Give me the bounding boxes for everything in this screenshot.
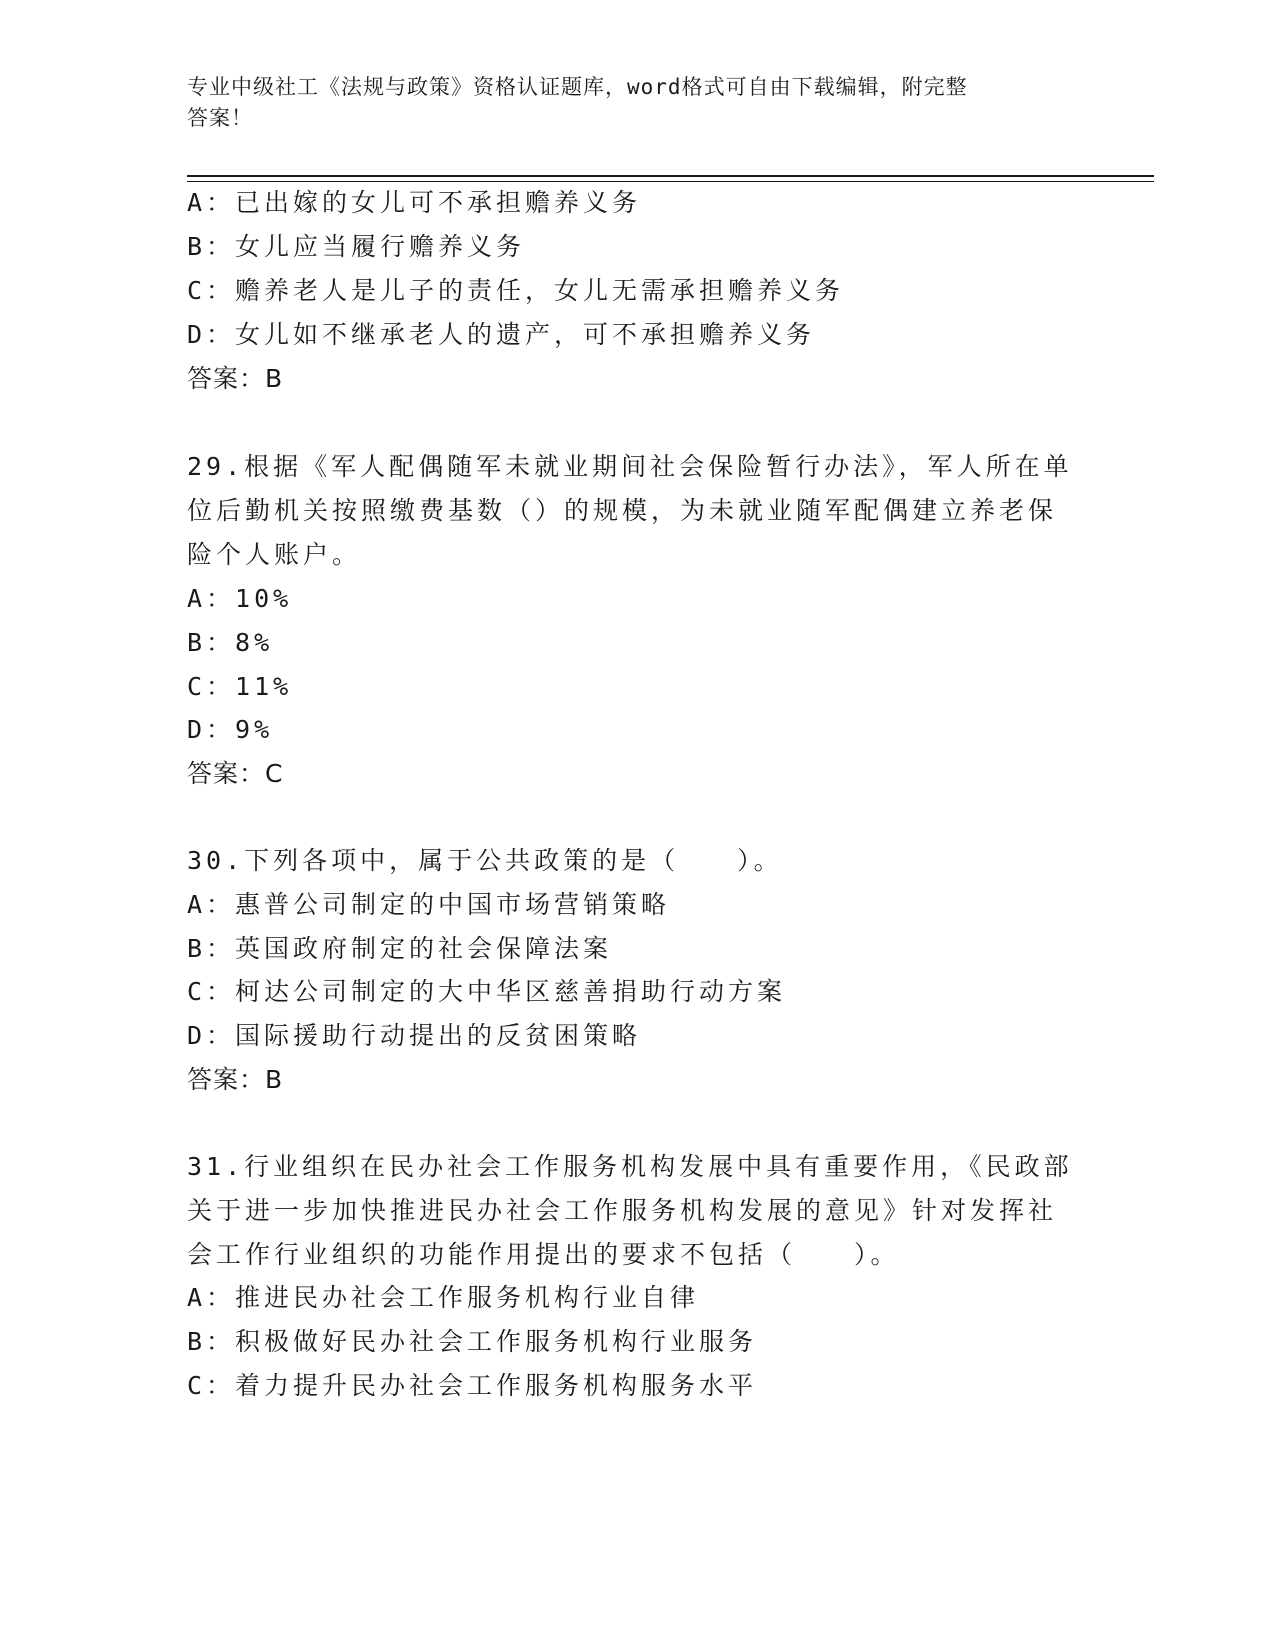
header-divider-thick <box>187 175 1154 177</box>
q28-option-c: C：赡养老人是儿子的责任，女儿无需承担赡养义务 <box>187 276 845 305</box>
q31-option-a: A：推进民办社会工作服务机构行业自律 <box>187 1283 700 1312</box>
q29-stem-line-2: 位后勤机关按照缴费基数（）的规模，为未就业随军配偶建立养老保 <box>187 496 1058 525</box>
q28-option-d: D：女儿如不继承老人的遗产，可不承担赡养义务 <box>187 320 816 349</box>
q28-option-b: B：女儿应当履行赡养义务 <box>187 232 526 261</box>
page-header <box>187 72 1067 134</box>
header-line-1: 专业中级社工《法规与政策》资格认证题库，word格式可自由下载编辑，附完整 <box>187 75 968 99</box>
q31-stem-line-2: 关于进一步加快推进民办社会工作服务机构发展的意见》针对发挥社 <box>187 1196 1058 1225</box>
q31-stem-line-1: 31.行业组织在民办社会工作服务机构发展中具有重要作用，《民政部 <box>187 1152 1073 1181</box>
q29-stem-line-1: 29.根据《军人配偶随军未就业期间社会保险暂行办法》，军人所在单 <box>187 452 1073 481</box>
q28-answer: 答案：B <box>187 364 284 393</box>
q31-stem-line-3: 会工作行业组织的功能作用提出的要求不包括（ ）。 <box>187 1240 900 1269</box>
q31-option-b: B：积极做好民办社会工作服务机构行业服务 <box>187 1327 758 1356</box>
q29-stem-line-3: 险个人账户。 <box>187 540 362 569</box>
header-line-2: 答案！ <box>187 106 253 130</box>
q30-option-d: D：国际援助行动提出的反贫困策略 <box>187 1021 642 1050</box>
q30-option-a: A：惠普公司制定的中国市场营销策略 <box>187 890 671 919</box>
q29-option-c: C：11% <box>187 672 293 701</box>
q29-answer: 答案：C <box>187 759 284 788</box>
q30-stem: 30.下列各项中，属于公共政策的是（ ）。 <box>187 846 783 875</box>
q30-answer: 答案：B <box>187 1065 284 1094</box>
q31-option-c: C：着力提升民办社会工作服务机构服务水平 <box>187 1371 758 1400</box>
q29-option-b: B：8% <box>187 628 274 657</box>
header-divider-thin <box>187 181 1154 182</box>
q28-option-a: A：已出嫁的女儿可不承担赡养义务 <box>187 188 642 217</box>
q30-option-c: C：柯达公司制定的大中华区慈善捐助行动方案 <box>187 977 787 1006</box>
q30-option-b: B：英国政府制定的社会保障法案 <box>187 934 613 963</box>
q29-option-d: D：9% <box>187 715 274 744</box>
q29-option-a: A：10% <box>187 584 293 613</box>
